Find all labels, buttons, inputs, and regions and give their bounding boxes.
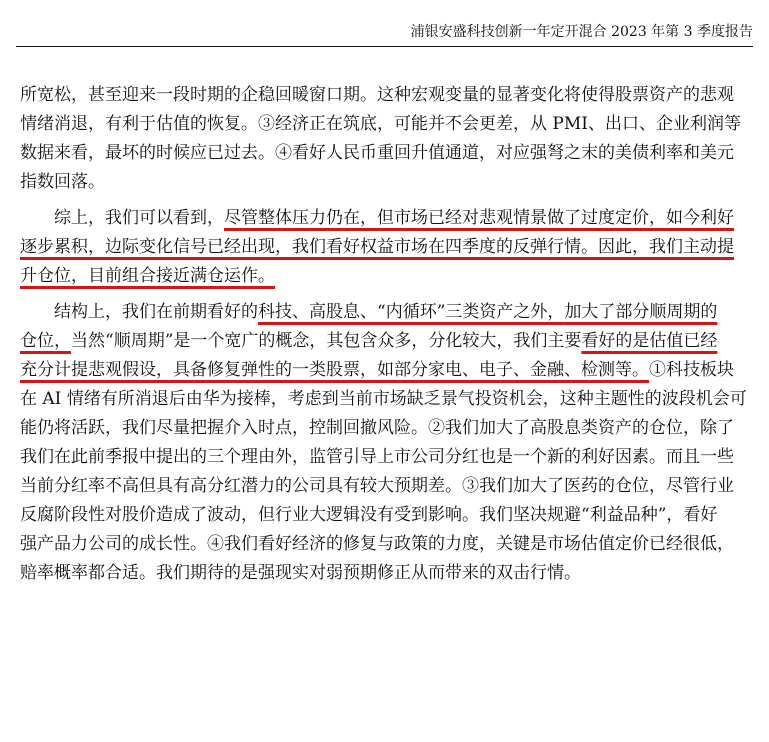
text-line: [20, 356, 752, 385]
text-line: 赔率概率都合适。我们期待的是强现实对弱预期修正从而带来的双击行情。: [20, 563, 581, 583]
underlined-text: 升仓位，目前组合接近满仓运作。: [20, 266, 275, 286]
text-line: 指数回落。: [20, 172, 105, 192]
text-line: 我们在此前季报中提出的三个理由外，监管引导上市公司分红也是一个新的利好因素。而且一些: [20, 447, 734, 467]
text-line: [20, 233, 752, 262]
report-body: [20, 81, 752, 588]
text-line: 当前分红率不高但具有高分红潜力的公司具有较大预期差。③我们加大了医药的仓位，尽管行业: [20, 476, 734, 496]
text-span: 当然“顺周期”是一个宽广的概念，其包含众多，分化较大，我们主要: [71, 331, 582, 351]
text-span: 结构上，我们在前期看好的: [54, 302, 258, 322]
text-line: 反腐阶段性对股价造成了波动，但行业大逻辑没有受到影响。我们坚决规避“利益品种”，看好: [20, 505, 718, 525]
underlined-text: 逐步累积，边际变化信号已经出现，我们看好权益市场在四季度的反弹行情。因此，我们主动提: [20, 237, 734, 257]
paragraph-gap: [20, 197, 752, 204]
text-line: 情绪消退，有利于估值的恢复。③经济正在筑底，可能并不会更差，从 PMI、出口、企业利润等: [20, 114, 741, 134]
underlined-text: 仓位，: [20, 331, 71, 351]
report-title: 浦银安盛科技创新一年定开混合 2023 年第 3 季度报告: [410, 24, 753, 40]
underlined-text: 尽管整体压力仍在，但市场已经对悲观情景做了过度定价，如今利好: [224, 208, 734, 228]
underlined-text: 看好的是估值已经: [581, 331, 718, 351]
text-span: ①科技板块: [649, 360, 734, 380]
paragraph-1: [20, 81, 752, 197]
paragraph-3: [20, 298, 752, 588]
paragraph-gap: [20, 291, 752, 298]
underlined-text: 科技、高股息、“内循环”三类资产之外，: [258, 302, 565, 322]
text-line: 在 AI 情绪有所消退后由华为接棒，考虑到当前市场缺乏景气投资机会，这种主题性的波段机会可: [20, 389, 747, 409]
text-line: [20, 204, 752, 233]
text-line: [20, 298, 752, 327]
underlined-text: 加大了部分顺周期的: [564, 302, 718, 322]
text-line: 数据来看，最坏的时候应已过去。④看好人民币重回升值通道，对应强弩之末的美债利率和美元: [20, 143, 734, 163]
page-header: [0, 0, 769, 48]
header-rule: [16, 46, 753, 47]
text-line: 能仍将活跃，我们尽量把握介入时点，控制回撤风险。②我们加大了高股息类资产的仓位，除了: [20, 418, 734, 438]
text-line: 所宽松，甚至迎来一段时期的企稳回暖窗口期。这种宏观变量的显著变化将使得股票资产的悲观: [20, 85, 734, 105]
underlined-text: 充分计提悲观假设，具备修复弹性的一类股票，如部分家电、电子、金融、检测等。: [20, 360, 649, 380]
text-line: [20, 327, 752, 356]
text-span: 综上，我们可以看到，: [54, 208, 224, 228]
paragraph-2: [20, 204, 752, 291]
text-line: [20, 262, 752, 291]
text-line: 强产品力公司的成长性。④我们看好经济的修复与政策的力度，关键是市场估值定价已经很低，: [20, 534, 734, 554]
